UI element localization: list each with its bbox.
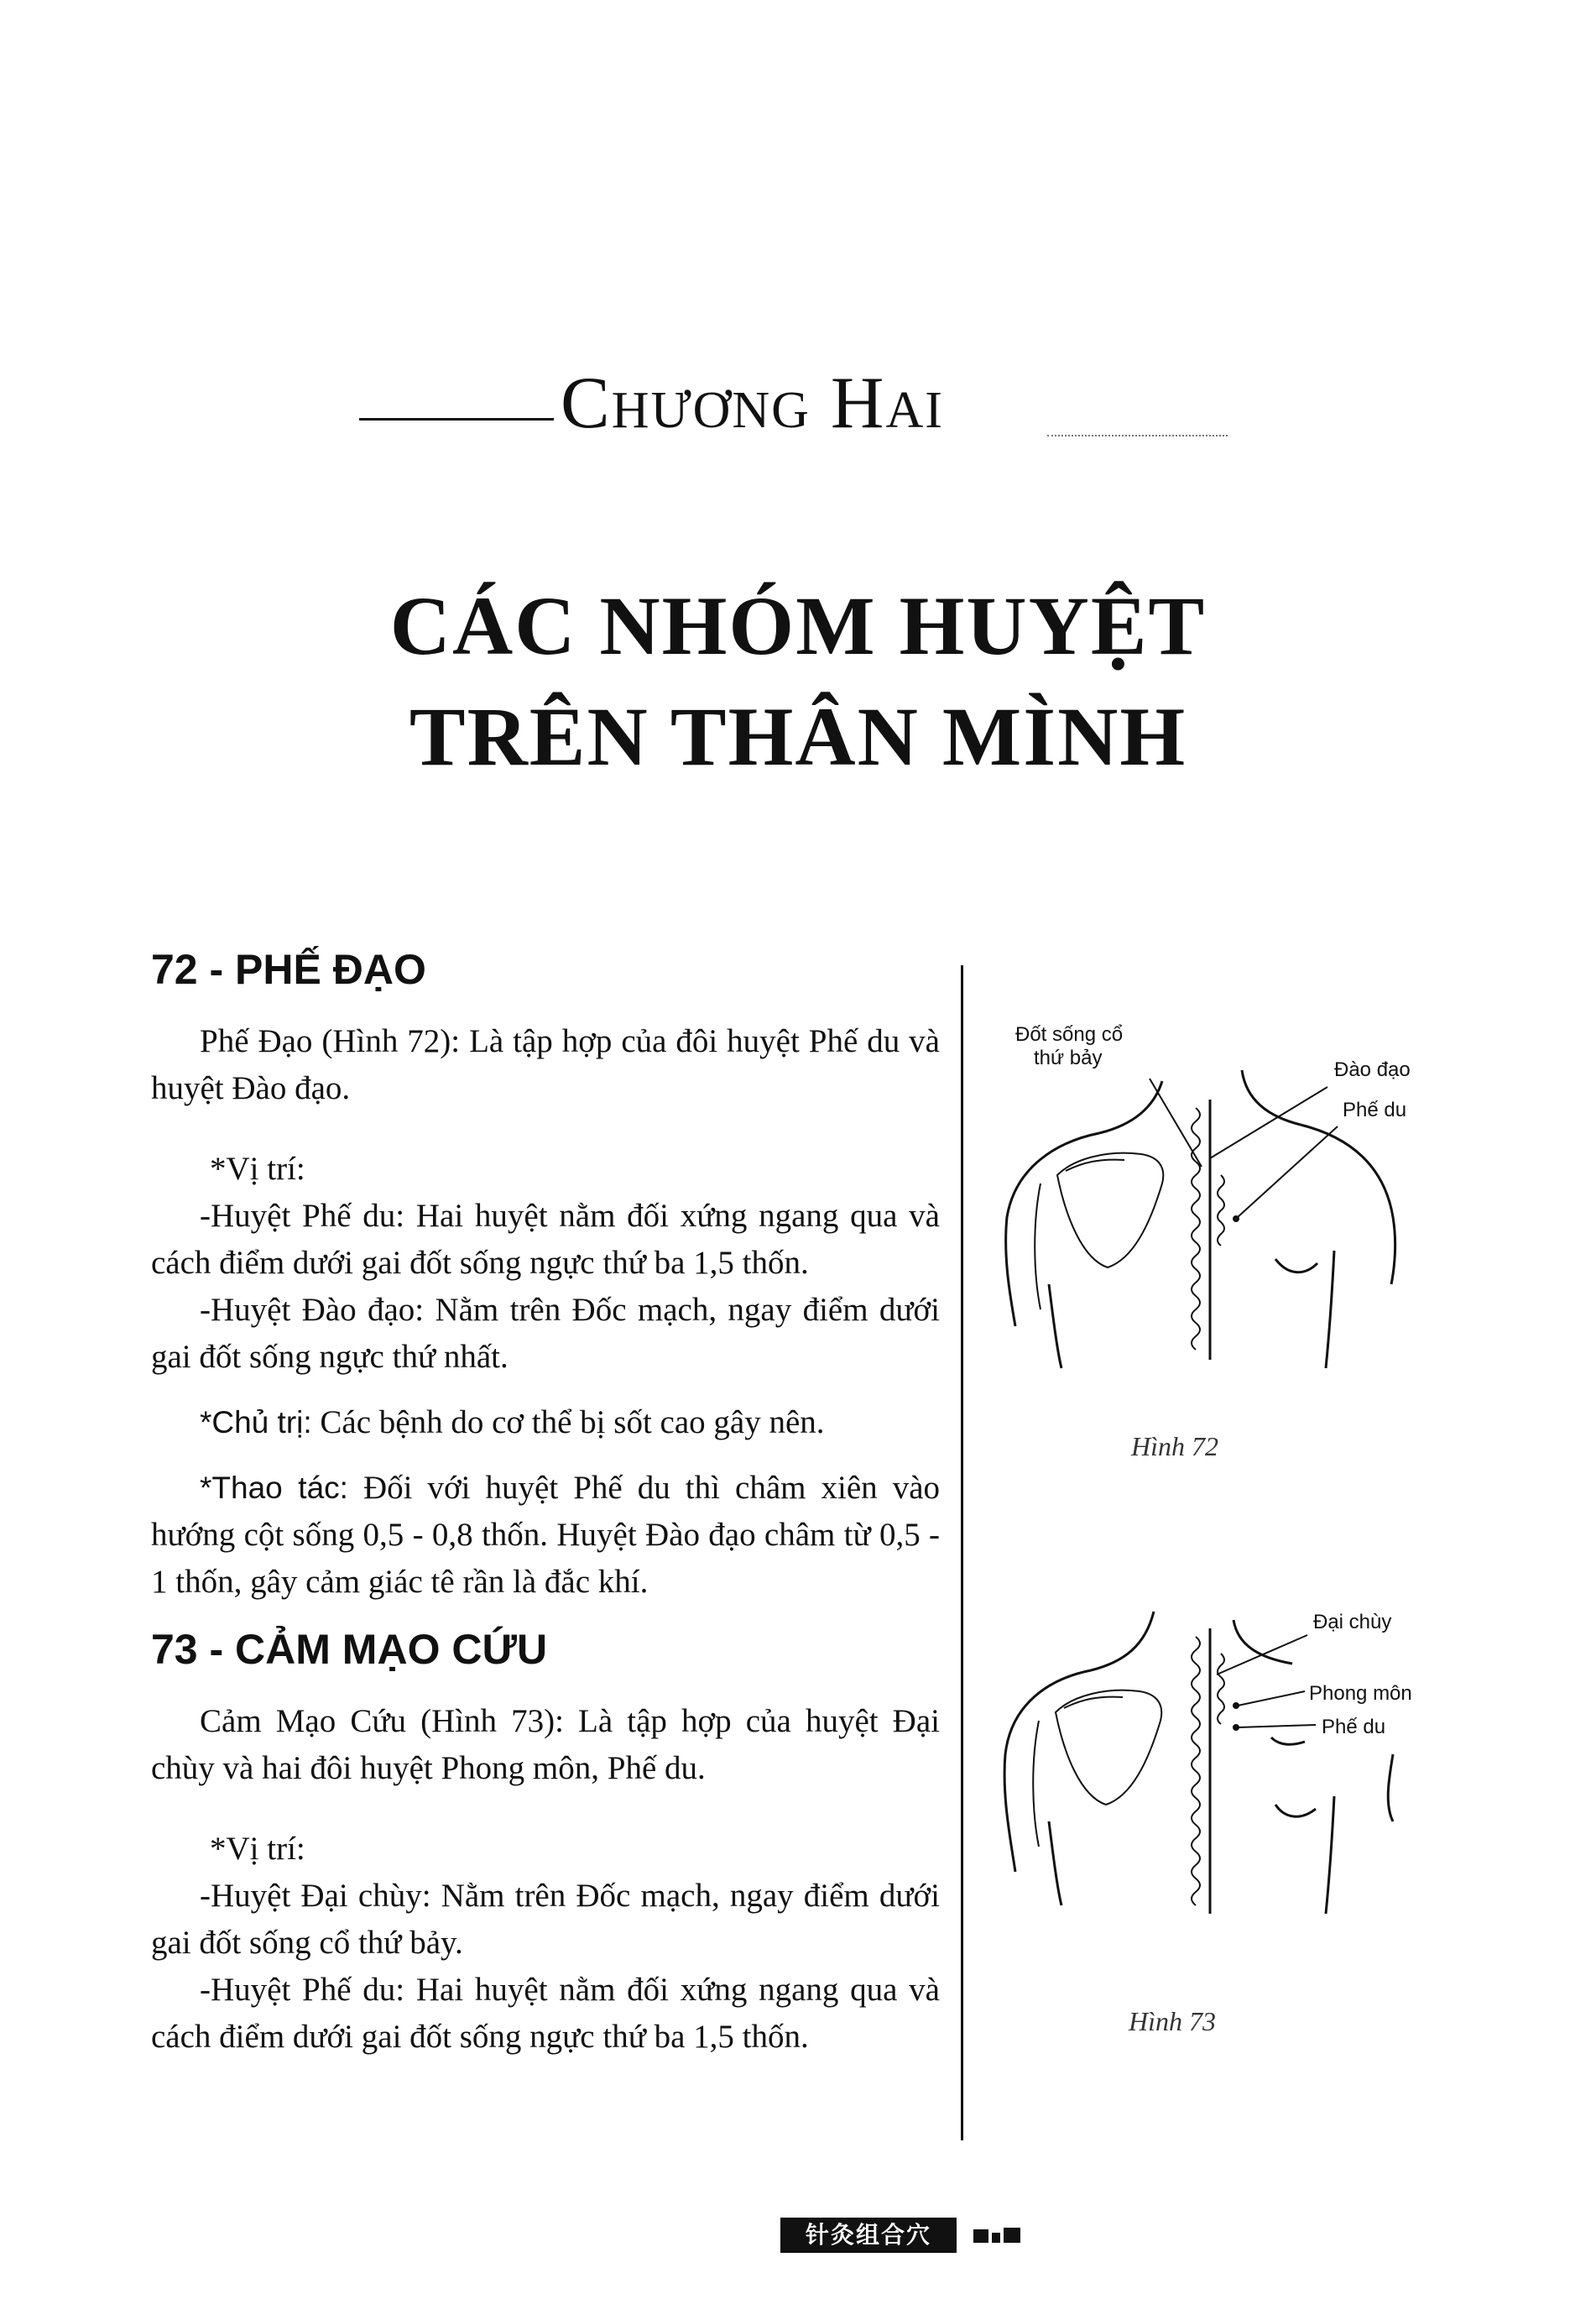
chapter-rule-left — [359, 418, 554, 421]
figure-73-label-daichuy: Đại chùy — [1313, 1611, 1392, 1633]
chapter-rule-right — [1047, 435, 1228, 436]
chapter-title: Chương Hai — [561, 363, 944, 444]
figure-73-label-phongmon: Phong môn — [1309, 1682, 1412, 1705]
figure-73-illustration — [982, 1603, 1452, 1956]
section-72 — [151, 944, 940, 1606]
page-title-line-1: CÁC NHÓM HUYỆT — [389, 579, 1207, 672]
figure-72 — [982, 1007, 1452, 1393]
column-divider — [961, 965, 963, 2140]
section-73-intro: Cảm Mạo Cứu (Hình 73): Là tập hợp của huyệt Đại chùy và hai đôi huyệt Phong môn, Phế du. — [151, 1703, 940, 1786]
footer-book-title: 针灸组合穴 — [780, 2218, 957, 2253]
figure-72-label-vertebra-1: Đốt sống cổ — [1015, 1023, 1124, 1046]
section-73 — [151, 1624, 940, 2061]
figure-72-label-vertebra-2: thứ bảy — [1034, 1047, 1103, 1069]
page-title-line-2: TRÊN THÂN MÌNH — [409, 690, 1187, 783]
figure-73-caption: Hình 73 — [1129, 2006, 1216, 2036]
figure-73 — [982, 1603, 1452, 1956]
section-72-heading: 72 - PHẾ ĐẠO — [151, 946, 426, 993]
section-72-vitri-2: -Huyệt Đào đạo: Nằm trên Đốc mạch, ngay điểm dưới gai đốt sống ngực thứ nhất. — [151, 1292, 940, 1375]
section-72-thaotac — [151, 1465, 940, 1606]
section-72-vitri-1: -Huyệt Phế du: Hai huyệt nằm đối xứng ngang qua và cách điểm dưới gai đốt sống ngực thứ ba 1,5 thốn. — [151, 1198, 940, 1281]
section-73-heading: 73 - CẢM MẠO CỨU — [151, 1626, 548, 1673]
section-72-thaotac-text: Đối với huyệt Phế du thì châm xiên vào hướng cột sống 0,5 - 0,8 thốn. Huyệt Đào đạo châm từ 0,5 - 1 thốn, gây cảm giác tê rần là đắc khí. — [151, 1470, 941, 1600]
section-72-chutri — [151, 1399, 940, 1446]
figure-72-illustration — [982, 1007, 1452, 1393]
chapter-header — [359, 361, 1232, 462]
footer-logo-mark — [972, 2226, 1024, 2246]
section-73-vitri-1: -Huyệt Đại chùy: Nằm trên Đốc mạch, ngay điểm dưới gai đốt sống cổ thứ bảy. — [151, 1878, 940, 1961]
figure-72-label-phedu: Phế du — [1343, 1099, 1407, 1121]
section-72-chutri-text: Các bệnh do cơ thể bị sốt cao gây nên. — [311, 1404, 825, 1440]
page-title — [0, 571, 1596, 792]
section-72-vitri-label: *Vị trí: — [210, 1151, 305, 1187]
text-column — [151, 944, 940, 2079]
section-72-chutri-label: *Chủ trị: — [200, 1405, 312, 1440]
section-73-vitri-label: *Vị trí: — [210, 1831, 305, 1867]
figure-72-label-daodao: Đào đạo — [1334, 1058, 1411, 1081]
section-72-thaotac-label: *Thao tác: — [200, 1471, 348, 1505]
section-72-intro: Phế Đạo (Hình 72): Là tập hợp của đôi huyệt Phế du và huyệt Đào đạo. — [151, 1023, 940, 1106]
figure-73-label-phedu: Phế du — [1322, 1716, 1386, 1738]
figure-72-caption: Hình 72 — [1131, 1431, 1218, 1461]
section-73-vitri-2: -Huyệt Phế du: Hai huyệt nằm đối xứng ngang qua và cách điểm dưới gai đốt sống ngực thứ ba 1,5 thốn. — [151, 1972, 940, 2055]
